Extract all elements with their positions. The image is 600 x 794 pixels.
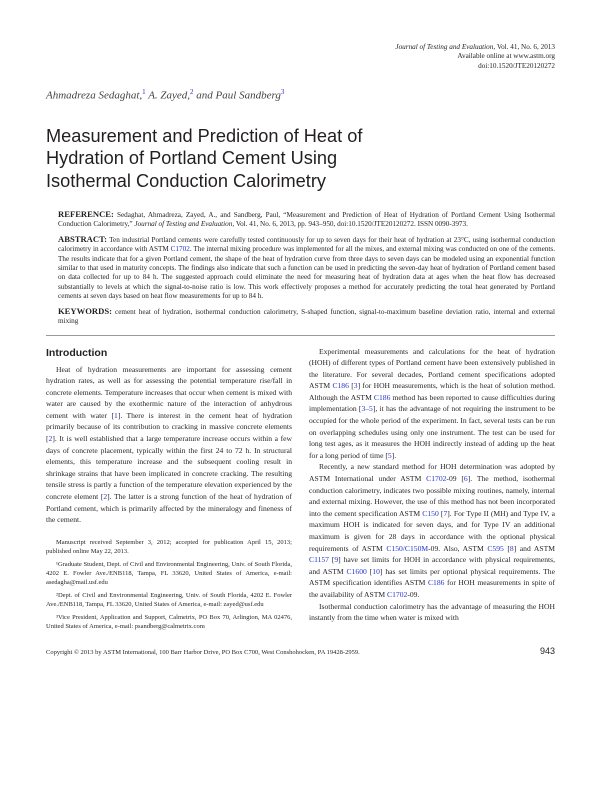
citation-link[interactable]: C1600 bbox=[346, 566, 367, 576]
author-affiliation-link[interactable]: 3 bbox=[280, 87, 285, 96]
citation-link[interactable]: 2 bbox=[48, 434, 53, 444]
footnote: ¹Graduate Student, Dept. of Civil and Environmental Engineering, Univ. of South Florida, 4202 E. Fowler Ave./ENB118, Tampa, FL 33620, United States of America, e-mail: asedagha@mail.usf.edu bbox=[46, 560, 292, 587]
body-text: -09. bbox=[407, 589, 420, 599]
journal-doi: doi:10.1520/JTE20120272 bbox=[478, 61, 555, 70]
body-text: for HOH measurements in spite of the availability of ASTM bbox=[309, 578, 555, 599]
citation-link[interactable]: 9 bbox=[334, 555, 339, 565]
body-text: Experimental measurements and calculations for the heat of hydration (HOH) of different types of Portland cement have been extensively published in the literature. For several decades, Portland cement specifications adopted ASTM bbox=[309, 346, 555, 391]
body-text: ] has set limits per optional physical requirements. The ASTM specification identifies ASTM bbox=[309, 566, 555, 588]
journal-volume: , Vol. 41, No. 6, 2013 bbox=[493, 43, 555, 51]
footnote: Manuscript received September 3, 2012; accepted for publication April 15, 2013; published online May 22, 2013. bbox=[46, 538, 292, 556]
abstract-block bbox=[58, 235, 555, 302]
citation-link[interactable]: 10 bbox=[372, 566, 380, 576]
citation-link[interactable]: C186 bbox=[373, 392, 391, 402]
section-heading: Introduction bbox=[46, 346, 108, 359]
left-column bbox=[46, 346, 292, 635]
journal-info bbox=[46, 43, 555, 71]
body-text: ], it has the advantage of not requiring the instrument to be occupied for the whole period of the experiment. In fact, several tests can be run on overlapping schedules using only one instrument. The test can be used for long test ages, as it measures the HOH indirectly instead of adding up the heat for a long period of time [ bbox=[309, 404, 555, 460]
reference-block bbox=[58, 210, 555, 230]
page-footer bbox=[46, 646, 555, 656]
citation-link[interactable]: 6 bbox=[463, 474, 468, 484]
left-column-text bbox=[46, 364, 292, 526]
body-text: . The internal mixing procedure was implemented for all the mixes, and external mixing was conducted on one of the cements. The results indicate that for a given Portland cement, the shape of the heat of hydration curve from three days to seven days can be modeled using an exponential function similar to that used in maturity concepts. The findings also indicate that such a function can be used in predicting the seven-day heat of hydration of Portland cement based on data collected for up to 84 h. The suggested approach could eliminate the need for measuring heat of hydration data at ages when the heat flow has decreased substantially to levels at which the signal-to-noise ratio is low. This work effectively proposes a method for accurately predicting the total heat generated by Portland cements at seven days based on heat flow measurements for up to 84 h. bbox=[58, 245, 555, 301]
body-text: -09 [ bbox=[446, 474, 464, 484]
body-text: [ bbox=[348, 381, 354, 391]
reference-journal: Journal of Testing and Evaluation bbox=[134, 220, 233, 229]
citation-link[interactable]: C150/C150M bbox=[386, 543, 429, 553]
citation-link[interactable]: 7 bbox=[443, 508, 448, 518]
body-text: Heat of hydration measurements are important for assessing cement hydration rates, as well as for assessing the potential temperature rise/fall in concrete elements. Temperature increases that occur when cement is mixed with water are caused by the exothermic nature of the interaction of anhydrous cement with water [ bbox=[46, 364, 292, 420]
journal-online: Available online at www.astm.org bbox=[457, 52, 555, 61]
author-name: Ahmadreza Sedaghat, bbox=[46, 89, 143, 102]
body-text: ] and ASTM bbox=[513, 543, 555, 553]
paragraph bbox=[309, 461, 555, 600]
body-text: [ bbox=[366, 566, 373, 576]
paragraph bbox=[309, 601, 555, 624]
body-text: Isothermal conduction calorimetry has the advantage of measuring the HOH instantly from the time when water is mixed with bbox=[309, 601, 555, 623]
citation-link[interactable]: 2 bbox=[103, 492, 108, 502]
author-name: A. Zayed, bbox=[145, 89, 191, 102]
body-text: ]. There is interest in the cement heat of hydration primarily because of its contribution to cracking in massive concrete elements [ bbox=[46, 410, 292, 444]
abstract-text bbox=[58, 233, 555, 301]
author-affiliation-link[interactable]: 2 bbox=[190, 87, 194, 96]
body-text: ]. bbox=[391, 450, 397, 460]
citation-link[interactable]: 1 bbox=[114, 410, 118, 420]
body-text: Ten industrial Portland cements were carefully tested continuously for up to seven days for their heat of hydration at 23°C, using isothermal conduction calorimetry in accordance with ASTM bbox=[58, 235, 555, 254]
citation-link[interactable]: C186 bbox=[427, 578, 445, 588]
citation-link[interactable]: C1702 bbox=[387, 589, 408, 599]
citation-link[interactable]: C1702 bbox=[170, 245, 190, 254]
author-affiliation-link[interactable]: 1 bbox=[142, 87, 146, 96]
citation-link[interactable]: C186 bbox=[332, 381, 349, 391]
right-column bbox=[309, 346, 555, 635]
body-text: ]. It is well established that a large temperature increase occurs within a few days of concrete placement, typically within the first 24 to 72 h. In structural elements, this temperature increase and the subsequent cooling result in shrinkage strains that have been implicated in concrete cracking. The resulting tensile stress is partly a function of the temperature elevation experienced by the concrete element [ bbox=[46, 434, 292, 502]
keywords-block bbox=[58, 307, 555, 327]
citation-link[interactable]: 8 bbox=[509, 543, 514, 553]
body-text: ] have set limits for HOH in accordance with physical requirements, and ASTM bbox=[309, 555, 555, 576]
citation-link[interactable]: 3–5 bbox=[361, 404, 373, 414]
body-text: -09. Also, ASTM bbox=[428, 543, 488, 553]
citation-link[interactable]: C1157 bbox=[309, 555, 329, 565]
body-text: [ bbox=[328, 555, 335, 565]
citation-link[interactable]: 5 bbox=[387, 450, 392, 460]
citation-link[interactable]: 3 bbox=[353, 381, 358, 391]
keywords-text: cement heat of hydration, isothermal conduction calorimetry, S-shaped function, signal-to-maximum baseline deviation ratio, internal and external mixing bbox=[58, 307, 555, 326]
reference-label: REFERENCE: bbox=[58, 209, 114, 220]
footnotes bbox=[46, 526, 292, 635]
body-text: ]. The method, isothermal conduction calorimetry, indicates two possible mixing routines, namely, internal and external mixing. However, the use of this method has not been incorporated into the cement specification ASTM bbox=[309, 474, 555, 518]
footnote: ³Vice President, Application and Support, Calmetrix, PO Box 70, Arlington, MA 02476, United States of America, e-mail: psandberg@calmetrix.com bbox=[46, 613, 292, 631]
body-columns bbox=[46, 346, 555, 635]
paragraph bbox=[309, 346, 555, 462]
reference-text: , Vol. 41, No. 6, 2013, pp. 943–950, doi:10.1520/JTE20120272. ISSN 0090-3973. bbox=[232, 220, 468, 229]
body-text: ] for HOH measurements, which is the heat of solution method. Although the ASTM bbox=[309, 381, 555, 402]
divider bbox=[46, 335, 555, 336]
footnote: ²Dept. of Civil and Environmental Engineering, Univ. of South Florida, 4202 E. Fowler Ave./ENB118, Tampa, FL 33620, United States of America, e-mail: zayed@usf.edu bbox=[46, 591, 292, 609]
copyright: Copyright © 2013 by ASTM International, 100 Barr Harbor Drive, PO Box C700, West Conshohocken, PA 19428-2959. bbox=[46, 649, 360, 657]
body-text: ]. The latter is a strong function of the heat of hydration of Portland cement, which is primarily affected by the mineralogy and fineness of the cement. bbox=[46, 492, 292, 525]
journal-name: Journal of Testing and Evaluation bbox=[395, 43, 494, 51]
citation-link[interactable]: C1702 bbox=[426, 474, 447, 484]
paragraph bbox=[46, 364, 292, 526]
body-text: Recently, a new standard method for HOH determination was adopted by ASTM International under ASTM bbox=[309, 462, 555, 484]
abstract-label: ABSTRACT: bbox=[58, 233, 108, 244]
body-text: [ bbox=[503, 543, 510, 553]
reference-text: Sedaghat, Ahmadreza, Zayed, A., and Sandberg, Paul, “Measurement and Prediction of Heat of Hydration of Portland Cement Using Isothermal Conduction Calorimetry,” bbox=[58, 211, 555, 229]
page-number: 943 bbox=[539, 646, 555, 657]
author-name: and Paul Sandberg bbox=[193, 89, 281, 102]
body-text: ]. For Type II (MH) and Type IV, a maximum HOH is indicated for seven days, and for Type IV an additional maximum is given for 28 days in accordance with the optional physical requirements of ASTM bbox=[309, 508, 556, 553]
paper-title: Measurement and Prediction of Heat of Hydration of Portland Cement Using Isothermal Conduction Calorimetry bbox=[46, 125, 363, 191]
keywords-label: KEYWORDS: bbox=[58, 305, 112, 316]
citation-link[interactable]: C150 bbox=[422, 508, 439, 518]
right-column-text bbox=[309, 346, 555, 624]
body-text: method has been reported to cause difficulties during implementation [ bbox=[309, 392, 556, 414]
author-list bbox=[46, 85, 555, 103]
body-text: [ bbox=[438, 508, 444, 518]
citation-link[interactable]: C595 bbox=[487, 543, 504, 553]
